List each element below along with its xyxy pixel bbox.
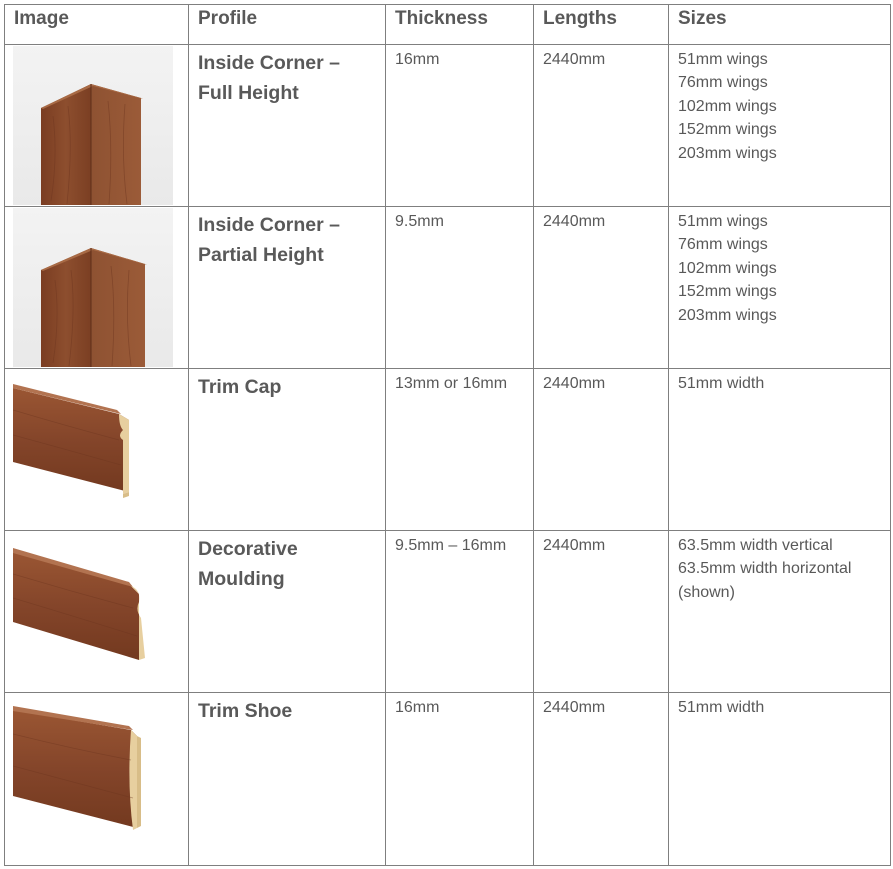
profile-name-line: Moulding bbox=[198, 568, 285, 590]
profiles-table bbox=[4, 4, 891, 866]
profile-name-line: Inside Corner – bbox=[198, 52, 340, 74]
thickness-cell: 9.5mm bbox=[386, 207, 534, 369]
image-cell bbox=[5, 369, 189, 531]
trim-shoe-photo bbox=[13, 694, 173, 853]
header-profile: Profile bbox=[189, 5, 386, 45]
profile-name-line: Trim Cap bbox=[198, 376, 282, 398]
profile-name-line: Trim Shoe bbox=[198, 700, 293, 722]
profile-cell bbox=[189, 369, 386, 531]
size-item: 51mm width bbox=[678, 699, 765, 716]
lengths-cell: 2440mm bbox=[534, 531, 669, 693]
size-item: 51mm width bbox=[678, 375, 765, 392]
sizes-cell bbox=[669, 45, 891, 207]
sizes-cell bbox=[669, 693, 891, 866]
profile-name-line: Decorative bbox=[198, 538, 298, 560]
profile-name-line: Inside Corner – bbox=[198, 214, 340, 236]
profile-cell bbox=[189, 207, 386, 369]
table-row bbox=[5, 45, 891, 207]
size-item: 76mm wings bbox=[678, 74, 768, 92]
lengths-cell: 2440mm bbox=[534, 45, 669, 207]
thickness-cell: 13mm or 16mm bbox=[386, 369, 534, 531]
header-row bbox=[5, 5, 891, 45]
profile-cell bbox=[189, 45, 386, 207]
profile-name-line: Partial Height bbox=[198, 244, 324, 266]
header-lengths: Lengths bbox=[534, 5, 669, 45]
header-image: Image bbox=[5, 5, 189, 45]
table-row bbox=[5, 531, 891, 693]
image-cell bbox=[5, 207, 189, 369]
profile-name-line: Full Height bbox=[198, 82, 299, 104]
size-item: 51mm wings bbox=[678, 51, 768, 68]
image-cell bbox=[5, 531, 189, 693]
lengths-cell: 2440mm bbox=[534, 207, 669, 369]
thickness-cell: 9.5mm – 16mm bbox=[386, 531, 534, 693]
size-item: 203mm wings bbox=[678, 306, 777, 324]
sizes-cell bbox=[669, 207, 891, 369]
image-cell bbox=[5, 45, 189, 207]
decorative-moulding-photo bbox=[13, 532, 173, 691]
size-item: 63.5mm width horizontal bbox=[678, 560, 852, 578]
inside-corner-full-height-photo bbox=[13, 46, 173, 205]
size-item: 152mm wings bbox=[678, 283, 777, 301]
size-item: 51mm wings bbox=[678, 213, 768, 230]
size-item: 102mm wings bbox=[678, 259, 777, 277]
size-item: 203mm wings bbox=[678, 144, 777, 162]
size-item: 152mm wings bbox=[678, 121, 777, 139]
thickness-cell: 16mm bbox=[386, 45, 534, 207]
sizes-cell bbox=[669, 369, 891, 531]
table-row bbox=[5, 207, 891, 369]
table-row bbox=[5, 369, 891, 531]
lengths-cell: 2440mm bbox=[534, 369, 669, 531]
size-item: 63.5mm width vertical bbox=[678, 537, 833, 554]
profile-cell bbox=[189, 693, 386, 866]
profile-cell bbox=[189, 531, 386, 693]
header-sizes: Sizes bbox=[669, 5, 891, 45]
size-item: 76mm wings bbox=[678, 236, 768, 254]
size-item: (shown) bbox=[678, 583, 735, 601]
image-cell bbox=[5, 693, 189, 866]
lengths-cell: 2440mm bbox=[534, 693, 669, 866]
sizes-cell bbox=[669, 531, 891, 693]
header-thickness: Thickness bbox=[386, 5, 534, 45]
inside-corner-partial-height-photo bbox=[13, 208, 173, 367]
table-row bbox=[5, 693, 891, 866]
size-item: 102mm wings bbox=[678, 97, 777, 115]
trim-cap-photo bbox=[13, 370, 173, 529]
thickness-cell: 16mm bbox=[386, 693, 534, 866]
